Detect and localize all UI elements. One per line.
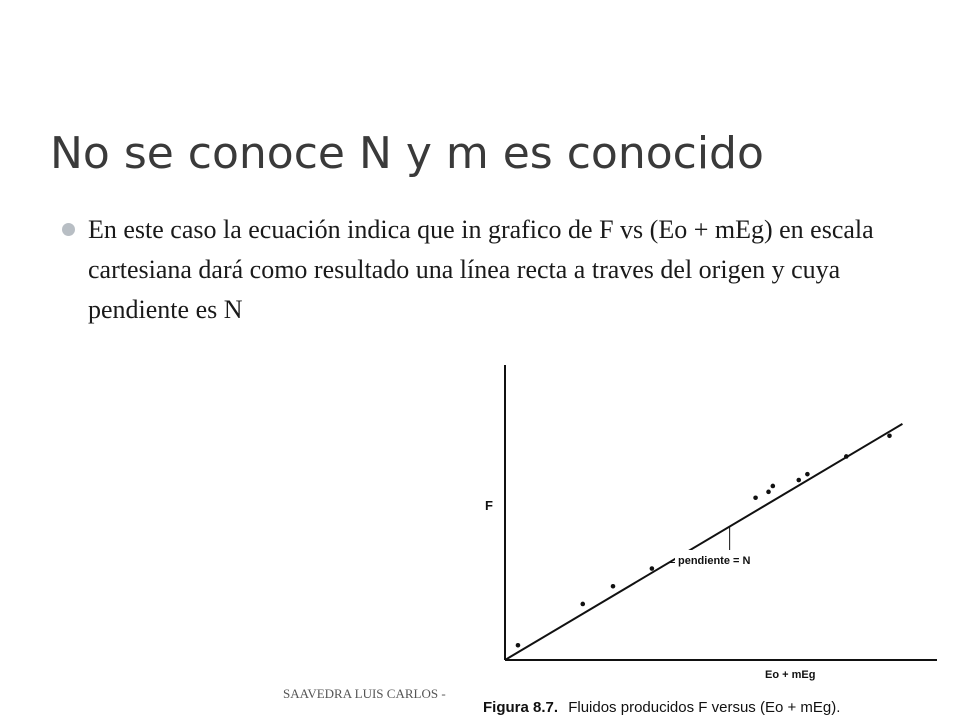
data-point-4 bbox=[650, 566, 655, 571]
data-point-1 bbox=[516, 643, 521, 648]
data-point-10 bbox=[844, 454, 849, 459]
bullet-list bbox=[62, 210, 892, 330]
y-axis-label: F bbox=[485, 498, 493, 513]
data-point-7 bbox=[771, 484, 776, 489]
x-axis-label: Eo + mEg bbox=[765, 669, 816, 681]
bullet-text: En este caso la ecuación indica que in grafico de F vs (Eo + mEg) en escala cartesiana dará como resultado una línea recta a traves del origen y cuya pendiente es N bbox=[88, 215, 874, 324]
slope-label: pendiente = N bbox=[678, 555, 751, 567]
bullet-icon bbox=[62, 223, 75, 236]
figure-8-7 bbox=[475, 360, 955, 720]
data-point-8 bbox=[796, 478, 801, 483]
caption-text: Fluidos producidos F versus (Eo + mEg). bbox=[568, 699, 841, 716]
footer-author: SAAVEDRA LUIS CARLOS - bbox=[283, 686, 446, 701]
data-point-9 bbox=[805, 472, 810, 477]
figure-caption bbox=[483, 699, 840, 716]
slide-title: No se conoce N y m es conocido bbox=[50, 128, 764, 179]
data-point-5 bbox=[753, 495, 758, 500]
fit-line bbox=[505, 424, 902, 660]
scatter-chart bbox=[475, 360, 955, 720]
data-point-6 bbox=[766, 490, 771, 495]
data-point-11 bbox=[887, 434, 892, 439]
caption-bold: Figura 8.7. bbox=[483, 699, 559, 716]
data-point-2 bbox=[580, 602, 585, 607]
data-point-3 bbox=[611, 584, 616, 589]
